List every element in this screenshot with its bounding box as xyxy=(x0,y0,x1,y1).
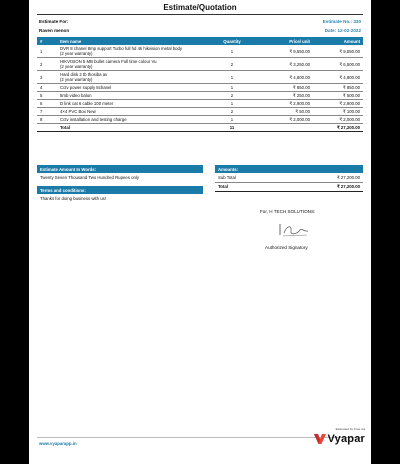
vyapar-logo-icon xyxy=(314,434,326,444)
item-quantity: 2 xyxy=(207,92,257,100)
item-name: Hard disk 2 tb thosiba av (2 year warranty) xyxy=(57,71,207,84)
items-table xyxy=(37,37,363,132)
item-amount: ₹ 4,800.00 xyxy=(313,71,363,84)
item-price: ₹ 4,800.00 xyxy=(257,71,313,84)
terms-value: Thanks for doing business with us! xyxy=(40,196,106,201)
item-price: ₹ 250.00 xyxy=(257,92,313,100)
table-row xyxy=(37,58,363,71)
amount-in-words-header: Estimate Amount In Words: xyxy=(37,165,203,173)
total-amount: ₹ 27,200.00 xyxy=(313,124,363,132)
item-number: 1 xyxy=(37,45,57,58)
item-number: 5 xyxy=(37,92,57,100)
amounts-header: Amounts: xyxy=(215,165,363,173)
item-quantity: 2 xyxy=(207,108,257,116)
title-divider xyxy=(37,14,363,15)
subtotal-row xyxy=(215,175,363,183)
table-total-row xyxy=(37,124,363,132)
amount-in-words-value: Twenty Seven Thousand Two Hundred Rupees only xyxy=(40,175,139,180)
brand-name: Vyapar xyxy=(327,433,365,445)
table-row xyxy=(37,100,363,108)
document-page xyxy=(29,0,371,464)
item-quantity: 1 xyxy=(207,71,257,84)
item-quantity: 1 xyxy=(207,100,257,108)
table-row xyxy=(37,71,363,84)
item-quantity: 2 xyxy=(207,58,257,71)
item-number: 7 xyxy=(37,108,57,116)
item-number: 3 xyxy=(37,71,57,84)
website-link[interactable]: www.vyaparapp.in xyxy=(39,441,77,446)
signature-image xyxy=(274,221,314,239)
grand-total-label: Total xyxy=(218,184,228,189)
estimate-number: Estimate No.: 330 xyxy=(322,19,361,24)
item-name: DVR 8 chanel 8mp support Turbo full hd 4k hikvision metal body (2 year warranty) xyxy=(57,45,207,58)
generated-note: Estimated for Free via xyxy=(335,427,365,431)
item-amount: ₹ 2,000.00 xyxy=(313,116,363,124)
header-price: Price/ unit xyxy=(257,37,313,45)
item-price: ₹ 2,000.00 xyxy=(257,116,313,124)
item-amount: ₹ 500.00 xyxy=(313,92,363,100)
terms-header: Terms and conditions: xyxy=(37,186,203,194)
header-quantity: Quantity xyxy=(207,37,257,45)
item-amount: ₹ 2,900.00 xyxy=(313,100,363,108)
item-name: Cctv installation and testing charge xyxy=(57,116,207,124)
table-row xyxy=(37,116,363,124)
document-title: Estimate/Quotation xyxy=(163,3,237,12)
table-row xyxy=(37,92,363,100)
header-amount: Amount xyxy=(313,37,363,45)
item-name: Cctv power supply 8chanel xyxy=(57,84,207,92)
header-number: # xyxy=(37,37,57,45)
item-name: HIKVISION 5 MB bullet camera Full time colour Vu (2 year warranty) xyxy=(57,58,207,71)
item-amount: ₹ 100.00 xyxy=(313,108,363,116)
item-amount: ₹ 6,500.00 xyxy=(313,58,363,71)
header-item-name: Item name xyxy=(57,37,207,45)
brand-logo xyxy=(314,433,365,445)
table-header-row xyxy=(37,37,363,45)
for-company: For, H TECH SOLUTIONS: xyxy=(260,209,316,214)
item-number: 6 xyxy=(37,100,57,108)
customer-name: Raven menon xyxy=(39,28,70,33)
table-row xyxy=(37,45,363,58)
total-quantity: 11 xyxy=(207,124,257,132)
total-spacer xyxy=(37,124,57,132)
item-quantity: 1 xyxy=(207,116,257,124)
item-number: 8 xyxy=(37,116,57,124)
item-price: ₹ 850.00 xyxy=(257,84,313,92)
item-name: 5mb video balun xyxy=(57,92,207,100)
estimate-for-label: Estimate For: xyxy=(39,19,69,24)
item-number: 2 xyxy=(37,58,57,71)
item-amount: ₹ 9,550.00 xyxy=(313,45,363,58)
item-amount: ₹ 850.00 xyxy=(313,84,363,92)
item-number: 4 xyxy=(37,84,57,92)
item-price: ₹ 50.00 xyxy=(257,108,313,116)
subtotal-value: ₹ 27,200.00 xyxy=(336,175,360,180)
table-row xyxy=(37,84,363,92)
grand-total-value: ₹ 27,200.00 xyxy=(336,184,360,189)
item-quantity: 1 xyxy=(207,45,257,58)
total-price-spacer xyxy=(257,124,313,132)
item-quantity: 1 xyxy=(207,84,257,92)
subtotal-label: Sub Total xyxy=(218,175,236,180)
table-row xyxy=(37,108,363,116)
item-price: ₹ 9,550.00 xyxy=(257,45,313,58)
grand-total-row xyxy=(215,184,363,192)
estimate-date: Date: 12-02-2022 xyxy=(324,28,361,33)
total-label: Total xyxy=(57,124,207,132)
authorized-signatory: Authorized Signatory xyxy=(265,245,308,250)
item-price: ₹ 3,250.00 xyxy=(257,58,313,71)
item-name: D link cat 6 cable 100 meter xyxy=(57,100,207,108)
item-price: ₹ 2,900.00 xyxy=(257,100,313,108)
item-name: 4×4 PVC Box New xyxy=(57,108,207,116)
